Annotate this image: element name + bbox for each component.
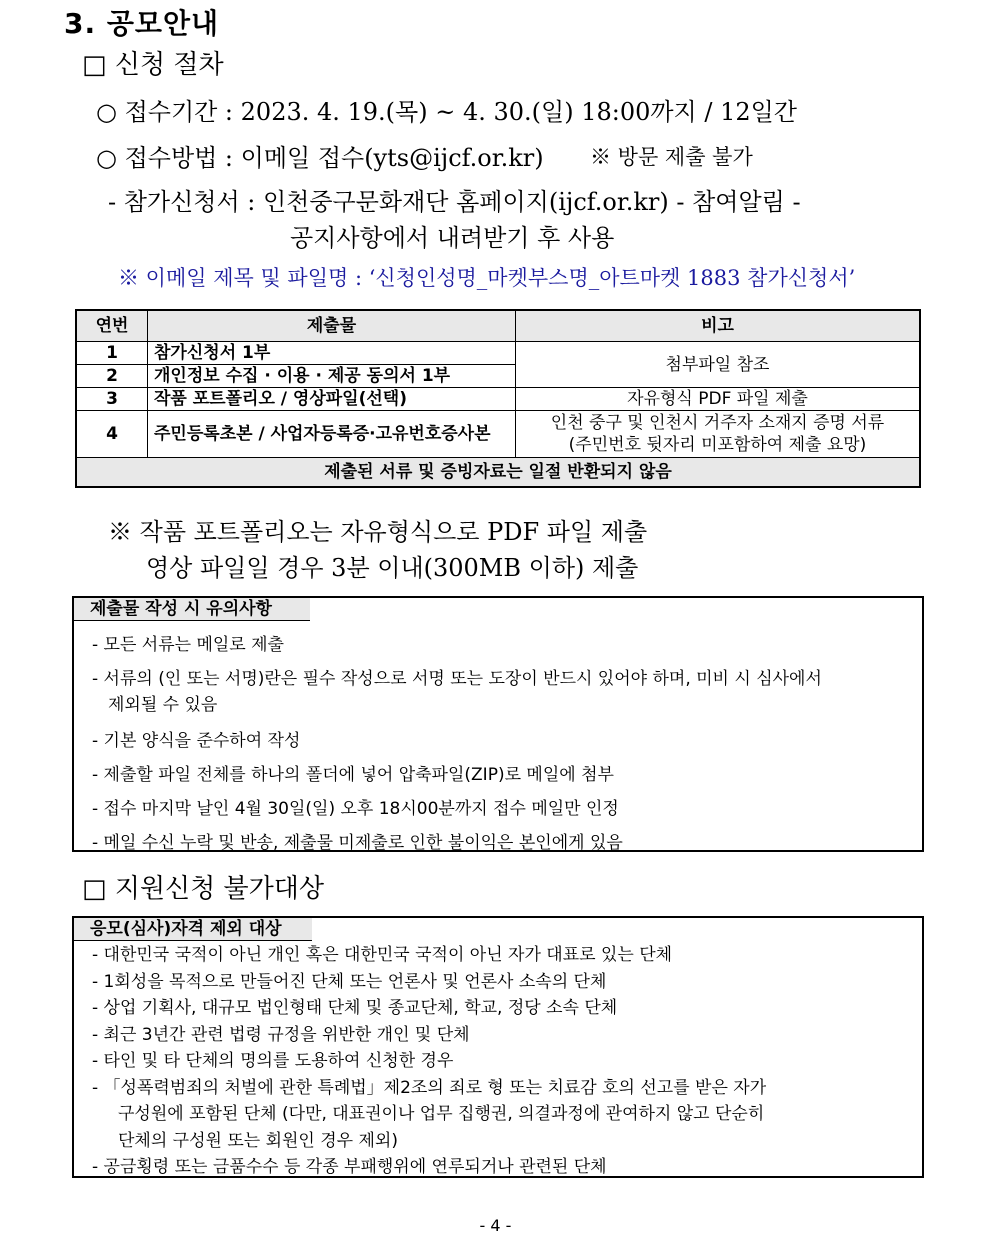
caution-title: 제출물 작성 시 유의사항 [74,598,310,621]
list-item: - 모든 서류는 메일로 제출 [92,635,284,655]
list-item: - 공금횡령 또는 금품수수 등 각종 부패행위에 연루되거나 관련된 단체 [92,1157,607,1177]
row-item: 주민등록초본 / 사업자등록증·고유번호증사본 [148,411,516,458]
list-item: - 서류의 (인 또는 서명)란은 필수 작성으로 서명 또는 도장이 반드시 있어야 하며, 미비 시 심사에서 [92,669,822,689]
row-item: 작품 포트폴리오 / 영상파일(선택) [148,388,516,411]
submission-table [75,309,921,488]
row-note: 자유형식 PDF 파일 제출 [516,388,921,411]
no-visit-note: ※ 방문 제출 불가 [590,145,753,169]
header-no: 연번 [76,310,148,342]
row-no: 3 [76,388,148,411]
row-no: 1 [76,342,148,365]
table-row [76,411,920,458]
application-period: ○ 접수기간 : 2023. 4. 19.(목) ~ 4. 30.(일) 18:00까지 / 12일간 [96,98,797,126]
row-note [516,411,921,458]
ineligible-box [72,916,924,1178]
row-no: 2 [76,365,148,388]
list-item: 구성원에 포함된 단체 (다만, 대표권이나 업무 집행권, 의결과정에 관여하지 않고 단순히 [118,1104,765,1124]
row-note-line-1: 인천 중구 및 인천시 거주자 소재지 증명 서류 [550,413,885,433]
application-method: ○ 접수방법 : 이메일 접수(yts@ijcf.or.kr) [96,144,544,172]
ineligible-heading: □ 지원신청 불가대상 [82,874,325,904]
header-note: 비고 [516,310,921,342]
list-item: - 메일 수신 누락 및 반송, 제출물 미제출로 인한 불이익은 본인에게 있음 [92,833,623,853]
list-item: - 1회성을 목적으로 만들어진 단체 또는 언론사 및 언론사 소속의 단체 [92,972,607,992]
application-form-line-1: - 참가신청서 : 인천중구문화재단 홈페이지(ijcf.or.kr) - 참여알림 - [108,188,801,216]
page-number: - 4 - [479,1216,512,1235]
caution-box [72,596,924,852]
table-footer: 제출된 서류 및 증빙자료는 일절 반환되지 않음 [76,458,920,488]
list-item: - 기본 양식을 준수하여 작성 [92,731,301,751]
portfolio-note-line-2: 영상 파일일 경우 3분 이내(300MB 이하) 제출 [146,554,639,582]
list-item: - 접수 마지막 날인 4월 30일(일) 오후 18시00분까지 접수 메일만 인정 [92,799,619,819]
list-item: - 최근 3년간 관련 법령 규정을 위반한 개인 및 단체 [92,1025,470,1045]
table-row [76,342,920,365]
header-item: 제출물 [148,310,516,342]
table-footer-row [76,458,920,488]
list-item: - 제출할 파일 전체를 하나의 폴더에 넣어 압축파일(ZIP)로 메일에 첨부 [92,765,614,785]
row-item: 개인정보 수집 · 이용 · 제공 동의서 1부 [148,365,516,388]
apply-procedure-heading: □ 신청 절차 [82,50,224,80]
table-row [76,388,920,411]
list-item: - 상업 기획사, 대규모 법인형태 단체 및 종교단체, 학교, 정당 소속 단체 [92,998,618,1018]
list-item: - 타인 및 타 단체의 명의를 도용하여 신청한 경우 [92,1051,454,1071]
row-item: 참가신청서 1부 [148,342,516,365]
portfolio-note-line-1: ※ 작품 포트폴리오는 자유형식으로 PDF 파일 제출 [108,518,648,546]
list-item: - 「성폭력범죄의 처벌에 관한 특례법」제2조의 죄로 형 또는 치료감 호의 선고를 받은 자가 [92,1078,767,1098]
table-header-row [76,310,920,342]
row-no: 4 [76,411,148,458]
section-title: 3. 공모안내 [64,7,220,40]
row-note-line-2: (주민번호 뒷자리 미포함하여 제출 요망) [568,435,867,455]
list-item: 단체의 구성원 또는 회원인 경우 제외) [118,1131,398,1151]
list-item: 제외될 수 있음 [108,695,218,715]
application-form-line-2: 공지사항에서 내려받기 후 사용 [290,224,615,252]
list-item: - 대한민국 국적이 아닌 개인 혹은 대한민국 국적이 아닌 자가 대표로 있는 단체 [92,945,673,965]
email-subject-note: ※ 이메일 제목 및 파일명 : ‘신청인성명_마켓부스명_아트마켓 1883 참가신청서’ [118,266,856,290]
ineligible-title: 응모(심사)자격 제외 대상 [74,918,312,941]
merged-note: 첨부파일 참조 [516,342,921,388]
